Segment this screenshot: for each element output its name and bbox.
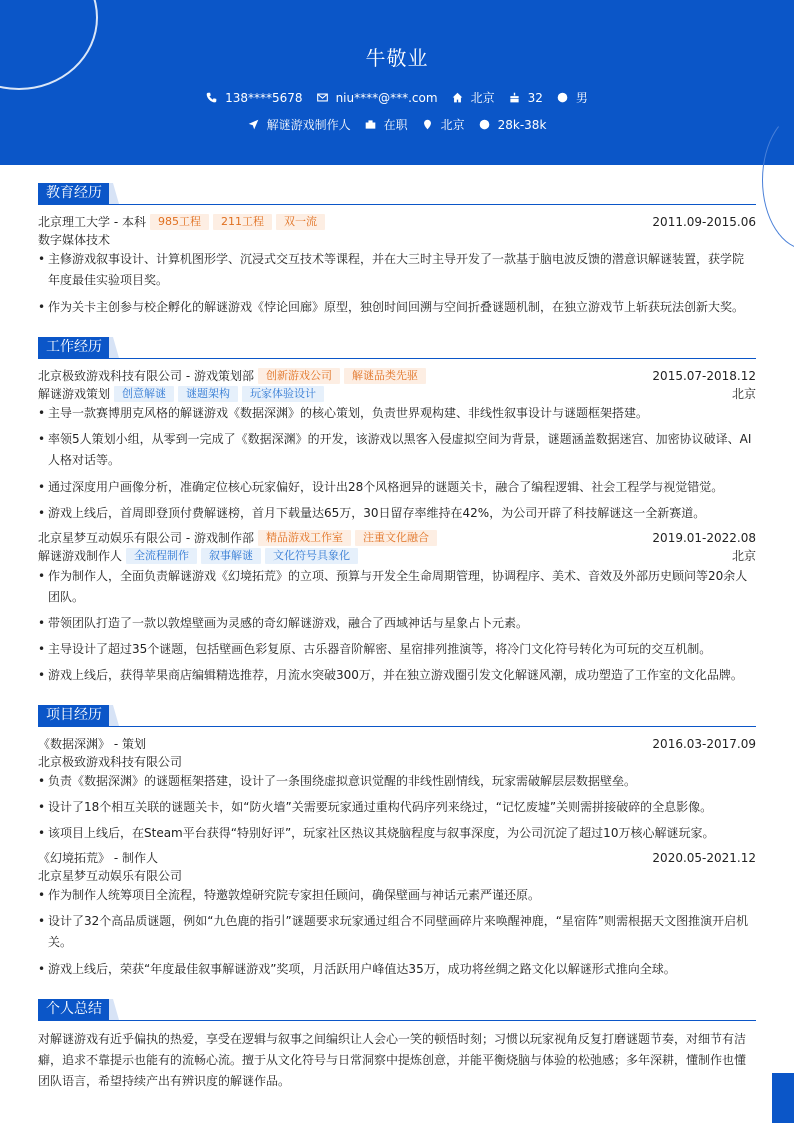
- status-info: [365, 116, 408, 133]
- gender-text: 男: [575, 91, 588, 105]
- resume-header: [0, 0, 794, 165]
- school-tag: 211工程: [213, 214, 272, 230]
- role-tag: 叙事解谜: [201, 548, 261, 564]
- section-title: 工作经历: [38, 337, 110, 358]
- project-title-line: [38, 735, 756, 753]
- education-major: [38, 231, 756, 249]
- city-info: [452, 89, 495, 106]
- age-text: 32: [527, 90, 543, 105]
- send-icon: [248, 119, 259, 130]
- bullet-line: • 游戏上线后，荣获“年度最佳叙事解谜游戏”奖项，月活跃用户峰值达35万，成功将丝绸之路文化以解谜形式推向全球。: [48, 962, 676, 976]
- tab-decoration: [109, 337, 119, 358]
- work-bullet: [38, 639, 756, 660]
- work-company-line: [38, 367, 756, 385]
- age-info: [509, 91, 543, 105]
- position-info: [248, 116, 351, 133]
- role-name: 解谜游戏制作人: [38, 549, 123, 563]
- work-bullet: [38, 429, 756, 471]
- status-icon: [365, 119, 376, 130]
- mail-icon: [317, 92, 328, 103]
- job-row: [0, 116, 794, 133]
- gender-icon: [557, 92, 568, 103]
- role-tag: 全流程制作: [126, 548, 197, 564]
- bullet-line: • 游戏上线后，获得苹果商店编辑精选推荐，月流水突破300万，并在独立游戏圈引发文化解谜风潮，成功塑造了工作室的文化品牌。: [48, 668, 743, 682]
- project-bullet: [38, 797, 756, 818]
- contact-row: [0, 89, 794, 106]
- location-text: 北京: [440, 118, 465, 132]
- education-section-header: [38, 183, 756, 205]
- work-location: 北京: [731, 549, 756, 563]
- summary-section-header: [38, 999, 756, 1021]
- projects-section-header: [38, 705, 756, 727]
- project-title: 《数据深渊》 - 策划: [38, 737, 146, 751]
- project-company-text: 北京极致游戏科技有限公司: [38, 755, 183, 769]
- bullet-line: • 作为制作人，全面负责解谜游戏《幻境拓荒》的立项、预算与开发全生命周期管理，协调程序、美术、音效及外部历史顾问等20余人: [48, 569, 748, 583]
- role-name: 解谜游戏策划: [38, 387, 111, 401]
- project-date: 2020.05-2021.12: [652, 851, 756, 865]
- work-date: 2019.01-2022.08: [652, 531, 756, 545]
- bullet-line: • 主导一款赛博朋克风格的解谜游戏《数据深渊》的核心策划，负责世界观构建、非线性叙事设计与谜题框架搭建。: [48, 406, 649, 420]
- tab-decoration: [109, 999, 119, 1020]
- gender-info: [557, 89, 588, 106]
- education-school-line: [38, 213, 756, 231]
- bullet-line: • 通过深度用户画像分析，准确定位核心玩家偏好，设计出28个风格迥异的谜题关卡，融合了编程逻辑、社会工程学与视觉错觉。: [48, 480, 724, 494]
- salary-info: [479, 118, 547, 132]
- work-company-line: [38, 529, 756, 547]
- bullet-line: • 带领团队打造了一款以敦煌壁画为灵感的奇幻解谜游戏，融合了西域神话与星象占卜元素。: [48, 616, 529, 630]
- bullet-line: • 该项目上线后，在Steam平台获得“特别好评”，玩家社区热议其烧脑程度与叙事深度，为公司沉淀了超过10万核心解谜玩家。: [48, 826, 715, 840]
- section-title: 项目经历: [38, 705, 110, 726]
- section-title: 教育经历: [38, 183, 110, 204]
- bullet-line: • 作为关卡主创参与校企孵化的解谜游戏《悖论回廊》原型，独创时间回溯与空间折叠谜题机制，在独立游戏节上斩获玩法创新大奖。: [48, 300, 745, 314]
- work-location: 北京: [731, 387, 756, 401]
- bullet-line: • 负责《数据深渊》的谜题框架搭建，设计了一条围绕虚拟意识觉醒的非线性剧情线，玩家需破解层层数据壁垒。: [48, 774, 637, 788]
- cake-icon: [509, 92, 520, 103]
- phone-icon: [206, 92, 217, 103]
- project-company: [38, 867, 756, 885]
- work-bullet: [38, 613, 756, 634]
- email-info: [317, 91, 438, 105]
- company-name: 北京极致游戏科技有限公司 - 游戏策划部: [38, 369, 254, 383]
- location-info: [422, 116, 465, 133]
- candidate-name: 牛敬业: [365, 46, 429, 70]
- company-tag: 精品游戏工作室: [258, 530, 351, 546]
- phone-info: [206, 91, 302, 105]
- company-tag: 解谜品类先驱: [344, 368, 426, 384]
- section-title: 个人总结: [38, 999, 110, 1020]
- phone-text: 138****5678: [225, 90, 303, 105]
- bullet-line: • 设计了18个相互关联的谜题关卡，如“防火墙”关需要玩家通过重构代码序列来绕过，“记忆废墟”关则需拼接破碎的全息影像。: [48, 800, 713, 814]
- bullet-line: • 率领5人策划小组，从零到一完成了《数据深渊》的开发，该游戏以黑客入侵虚拟空间为背景，谜题涵盖数据迷宫、加密协议破译、AI: [48, 432, 752, 446]
- work-bullet: [38, 665, 756, 686]
- project-bullet: [38, 771, 756, 792]
- bullet-line: • 设计了32个高品质谜题，例如“九色鹿的指引”谜题要求玩家通过组合不同壁画碎片来唤醒神鹿，“星宿阵”则需根据天文图推演开启机: [48, 914, 749, 928]
- project-bullet: [38, 885, 756, 906]
- work-bullet: [38, 403, 756, 424]
- summary-line: 对解谜游戏有近乎偏执的热爱，享受在逻辑与叙事之间编织让人会心一笑的顿悟时刻；习惯以玩家视角反复打磨谜题节奏，对细节有洁: [38, 1032, 747, 1046]
- bullet-line: 关。: [48, 935, 73, 949]
- summary-line: 癖，追求不靠提示也能有的流畅心流。擅于从文化符号与日常洞察中提炼创意，并能平衡烧脑与体验的松弛感；多年深耕，懂制作也懂: [38, 1053, 747, 1067]
- tab-decoration: [109, 705, 119, 726]
- company-tag: 注重文化融合: [355, 530, 437, 546]
- email-text: niu****@***.com: [335, 90, 438, 105]
- education-date: 2011.09-2015.06: [652, 215, 756, 229]
- summary-paragraph: [38, 1029, 756, 1092]
- role-tag: 谜题架构: [178, 386, 238, 402]
- bullet-line: • 游戏上线后，首周即登顶付费解谜榜，首月下载量达65万，30日留存率维持在42%，为公司开辟了科技解谜这一全新赛道。: [48, 506, 706, 520]
- project-bullet: [38, 911, 756, 953]
- bullet-line: • 主导设计了超过35个谜题，包括壁画色彩复原、古乐器音阶解密、星宿排列推演等，将冷门文化符号转化为可玩的交互机制。: [48, 642, 712, 656]
- money-icon: [479, 119, 490, 130]
- role-tag: 玩家体验设计: [242, 386, 324, 402]
- project-company-text: 北京星梦互动娱乐有限公司: [38, 869, 183, 883]
- project-company: [38, 753, 756, 771]
- education-bullet: [38, 249, 756, 291]
- project-bullet: [38, 823, 756, 844]
- work-date: 2015.07-2018.12: [652, 369, 756, 383]
- decorative-side-bar: [772, 1073, 794, 1123]
- work-section-header: [38, 337, 756, 359]
- summary-line: 团队语言，希望持续产出有辨识度的解谜作品。: [38, 1074, 291, 1088]
- role-tag: 文化符号具象化: [265, 548, 358, 564]
- work-bullet: [38, 566, 756, 608]
- location-icon: [422, 119, 433, 130]
- bullet-line: • 作为制作人统筹项目全流程，特邀敦煌研究院专家担任顾问，确保壁画与神话元素严谨还原。: [48, 888, 541, 902]
- bullet-line: 人格对话等。: [48, 453, 121, 467]
- project-date: 2016.03-2017.09: [652, 737, 756, 751]
- project-bullet: [38, 959, 756, 980]
- education-bullet: [38, 297, 756, 318]
- work-bullet: [38, 477, 756, 498]
- school-name: 北京理工大学 - 本科: [38, 215, 146, 229]
- work-role-line: [38, 547, 756, 565]
- bullet-line: • 主修游戏叙事设计、计算机图形学、沉浸式交互技术等课程，并在大三时主导开发了一款基于脑电波反馈的潜意识解谜装置，获学院: [48, 252, 745, 266]
- work-bullet: [38, 503, 756, 524]
- work-role-line: [38, 385, 756, 403]
- major-text: 数字媒体技术: [38, 233, 111, 247]
- tab-decoration: [109, 183, 119, 204]
- bullet-line: 团队。: [48, 590, 85, 604]
- company-name: 北京星梦互动娱乐有限公司 - 游戏制作部: [38, 531, 254, 545]
- home-icon: [452, 92, 463, 103]
- position-text: 解谜游戏制作人: [266, 118, 351, 132]
- school-tag: 985工程: [150, 214, 209, 230]
- city-text: 北京: [470, 91, 495, 105]
- project-title: 《幻境拓荒》 - 制作人: [38, 851, 158, 865]
- salary-text: 28k-38k: [497, 117, 547, 132]
- project-title-line: [38, 849, 756, 867]
- bullet-line: 年度最佳实验项目奖。: [48, 273, 169, 287]
- role-tag: 创意解谜: [114, 386, 174, 402]
- school-tag: 双一流: [276, 214, 325, 230]
- company-tag: 创新游戏公司: [258, 368, 340, 384]
- status-text: 在职: [383, 118, 408, 132]
